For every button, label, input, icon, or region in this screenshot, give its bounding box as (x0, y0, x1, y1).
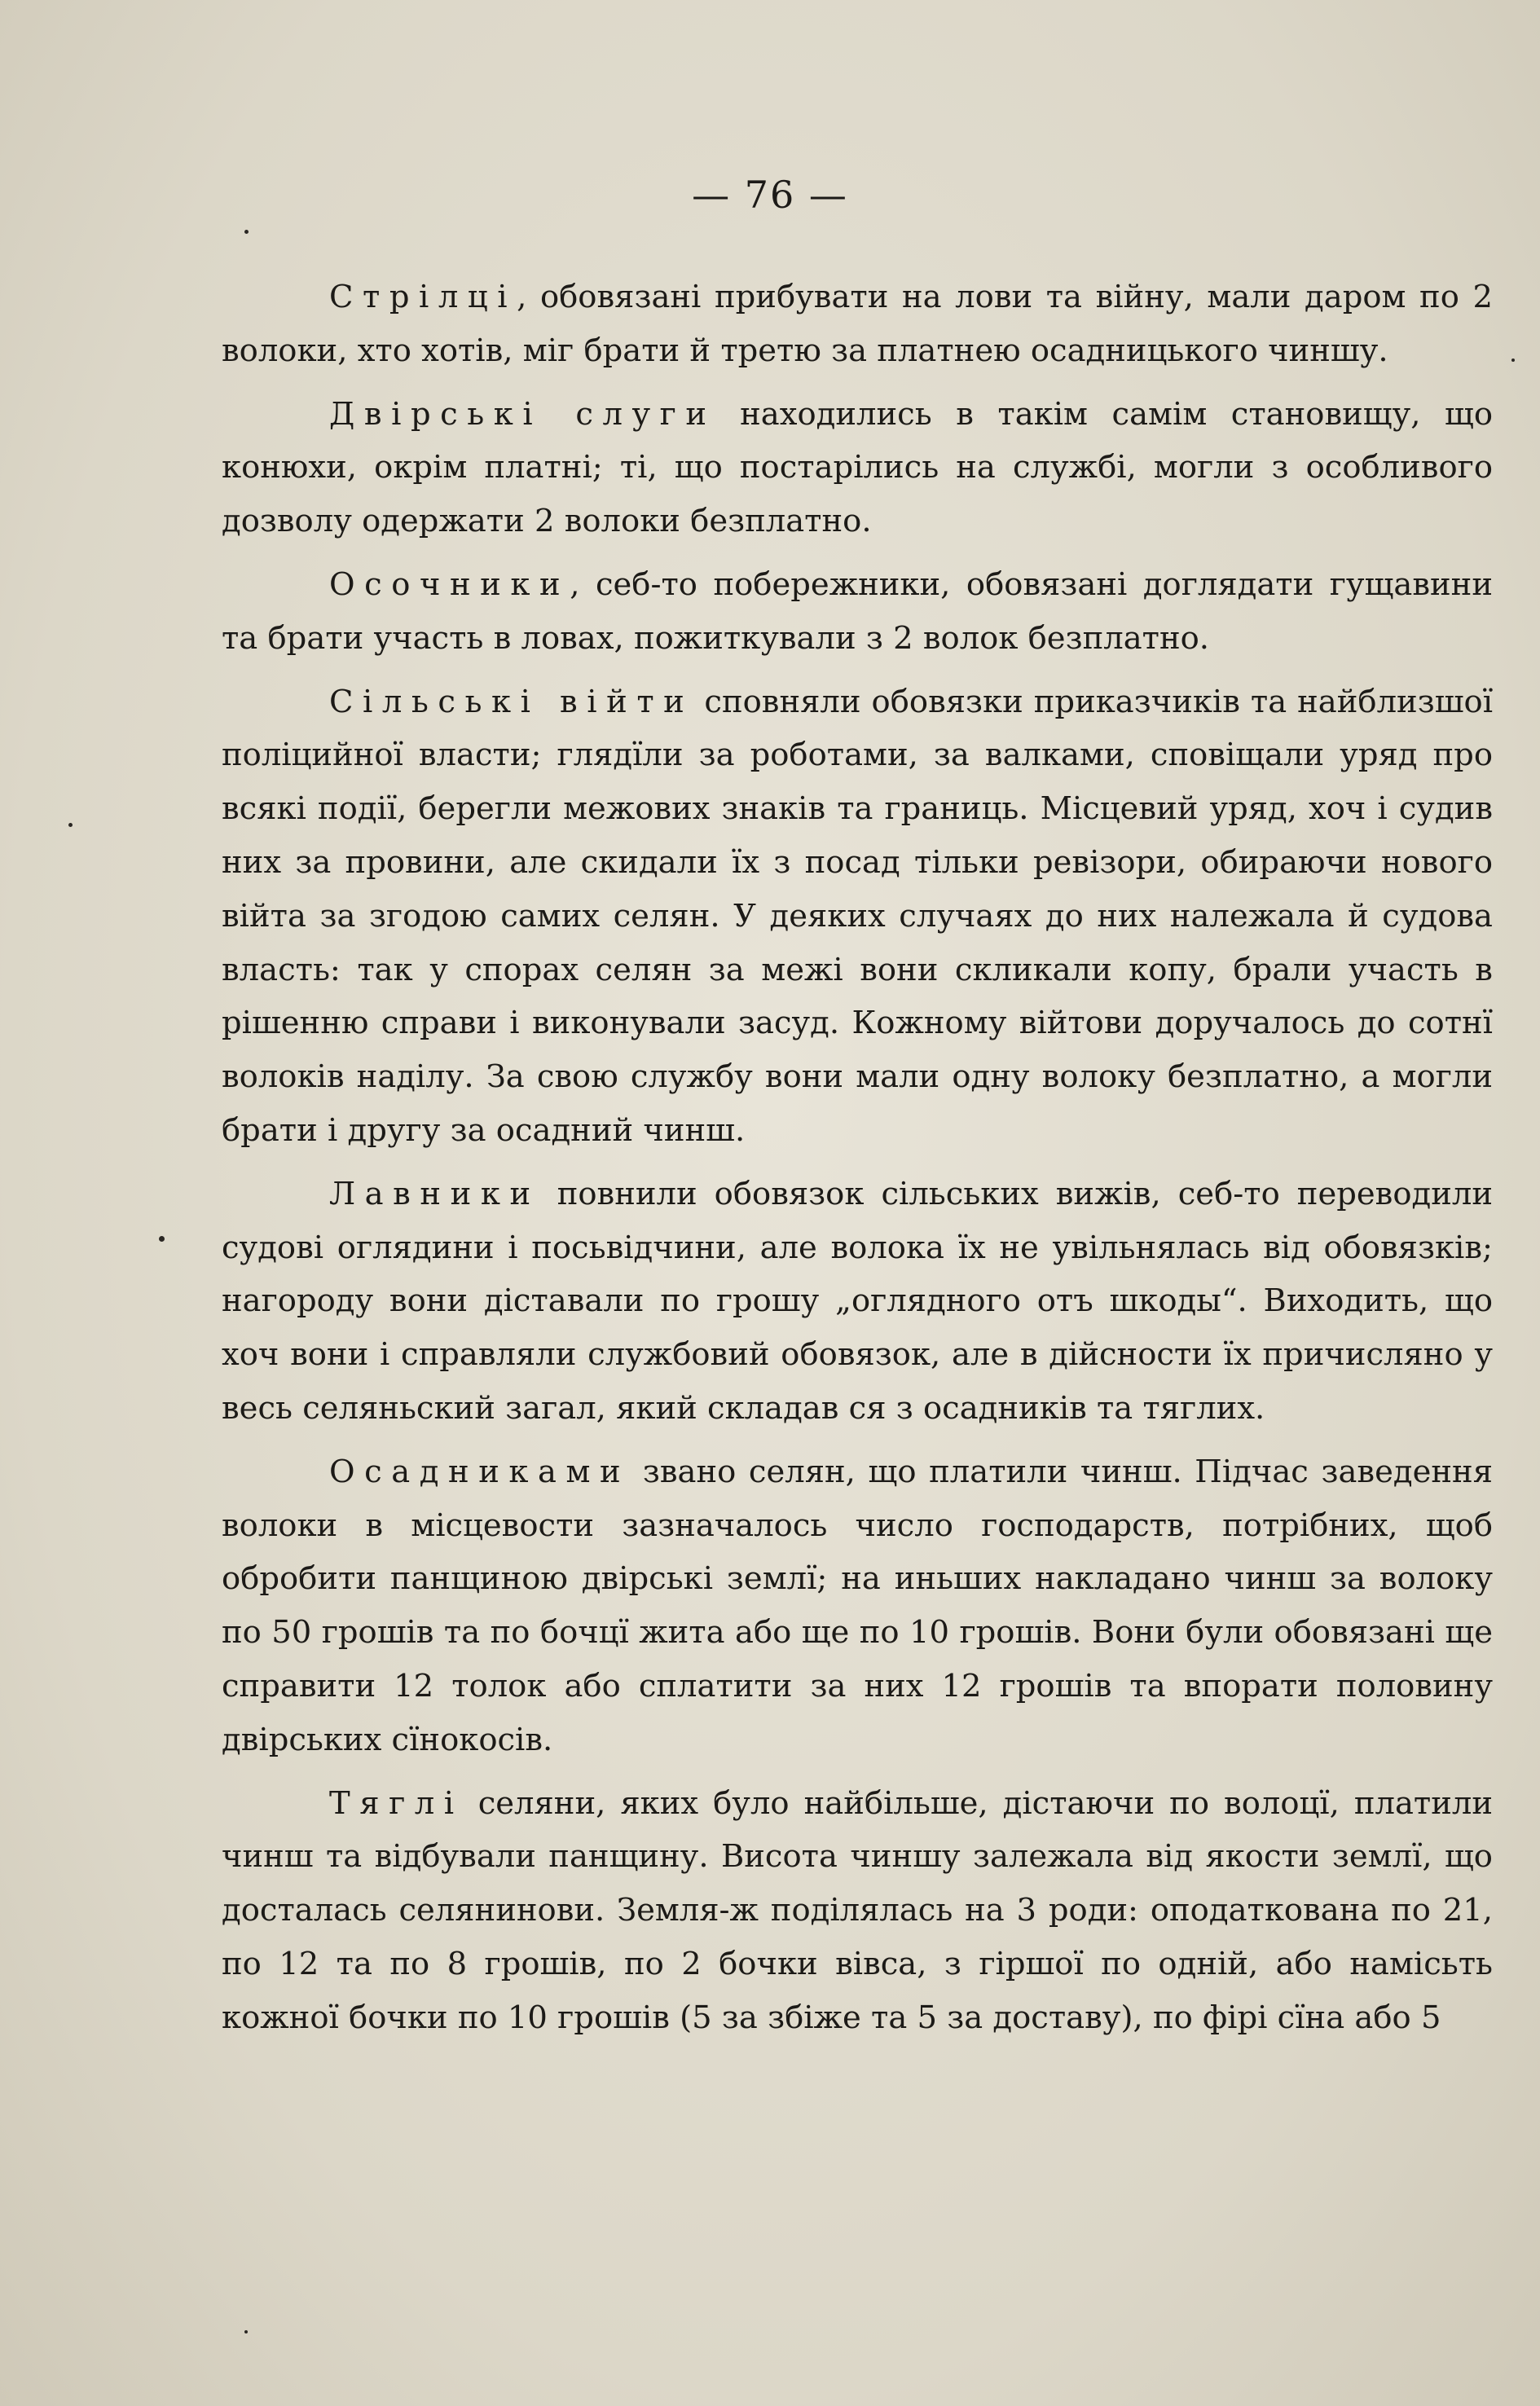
paragraph-text: находились в такім самім становищу, що конюхи, окрім платні; ті, що постарілись на службі, могли з особливого дозволу одержати 2 волоки безплатно. (222, 395, 1493, 540)
ink-speck (1511, 358, 1515, 362)
paragraph-osadnyky (222, 1445, 1493, 1767)
paragraph-text: сповняли обовязки приказчиків та найблизшої поліцийної власти; глядїли за роботами, за валками, сповіщали уряд про всякі події, берегли межових знаків та границь. Місцевий уряд, хоч і судив них за провини, але скидали їх з посад тільки ревізори, обираючи нового війта за згодою самих селян. У деяких случаях до них належала й судова власть: так у спорах селян за межі вони скликали копу, брали участь в рішенню справи і виконували засуд. Кожному війтови доручалось до сотнї волоків наділу. За свою службу вони мали одну волоку безплатно, а могли брати і другу за осадний чинш. (222, 683, 1494, 1149)
paragraph-text: , обовязані прибувати на лови та війну, мали даром по 2 волоки, хто хотів, міг брати й третю за платнею осадницького чиншу. (222, 279, 1493, 369)
paragraph-osochnyky (222, 558, 1493, 666)
paragraph-text: звано селян, що платили чинш. Підчас заведення волоки в місцевости зазначалось число господарств, потрібних, щоб обробити панщиною двірські землї; на иньших накладано чинш за волоку по 50 грошів та по бочцї жита або ще по 10 грошів. Вони були обовязані ще справити 12 толок або сплатити за них 12 грошів та впорати половину двірських сїнокосів. (222, 1453, 1493, 1758)
paragraph-lead: Тяглі (329, 1784, 464, 1822)
paragraph-lavnyky (222, 1168, 1493, 1436)
paragraph-text: , себ-то побережники, обовязані доглядати гущавини та брати участь в ловах, пожиткували з 2 волок безплатно. (222, 565, 1493, 657)
paragraph-strilci (222, 271, 1493, 378)
paragraph-lead: Осадниками (329, 1453, 631, 1490)
paragraph-text: повнили обовязок сільських вижів, себ-то переводили судові оглядини і посьвідчини, але волока їх не увільнялась від обовязків; нагороду вони діставали по грошу „оглядного отъ шкоды“. Виходить, що хоч вони і справляли службовий обовязок, але в дійсности їх причисляно у весь селяньский загал, який складав ся з осадників та тяглих. (222, 1175, 1493, 1427)
paragraph-text: селяни, яких було найбільше, дістаючи по волоцї, платили чинш та відбували панщину. Висота чиншу залежала від якости землї, що досталась селянинови. Земля-ж поділялась на 3 роди: оподаткована по 21, по 12 та по 8 грошів, по 2 бочки вівса, з гіршої по одній, або намісьть кожної бочки по 10 грошів (5 за збіже та 5 за доставу), по фірі сїна або 5 (222, 1784, 1493, 2036)
paragraph-lead: Осочники (329, 565, 570, 603)
paragraph-silski-viity (222, 675, 1493, 1158)
ink-speck (68, 823, 73, 827)
ink-speck (159, 1236, 165, 1242)
paragraph-lead: Сільські війти (329, 683, 694, 720)
paragraph-lead: Стрілці (329, 279, 517, 315)
paragraph-lead: Лавники (329, 1175, 540, 1212)
ink-speck (244, 2330, 248, 2333)
paragraph-dvirski-slugy (222, 388, 1493, 548)
paragraph-lead: Двірські слуги (329, 395, 716, 433)
page-number: — 76 — (692, 173, 848, 217)
ink-speck (244, 230, 249, 234)
paragraph-tiahli (222, 1777, 1493, 2045)
body-text (222, 271, 1493, 2055)
